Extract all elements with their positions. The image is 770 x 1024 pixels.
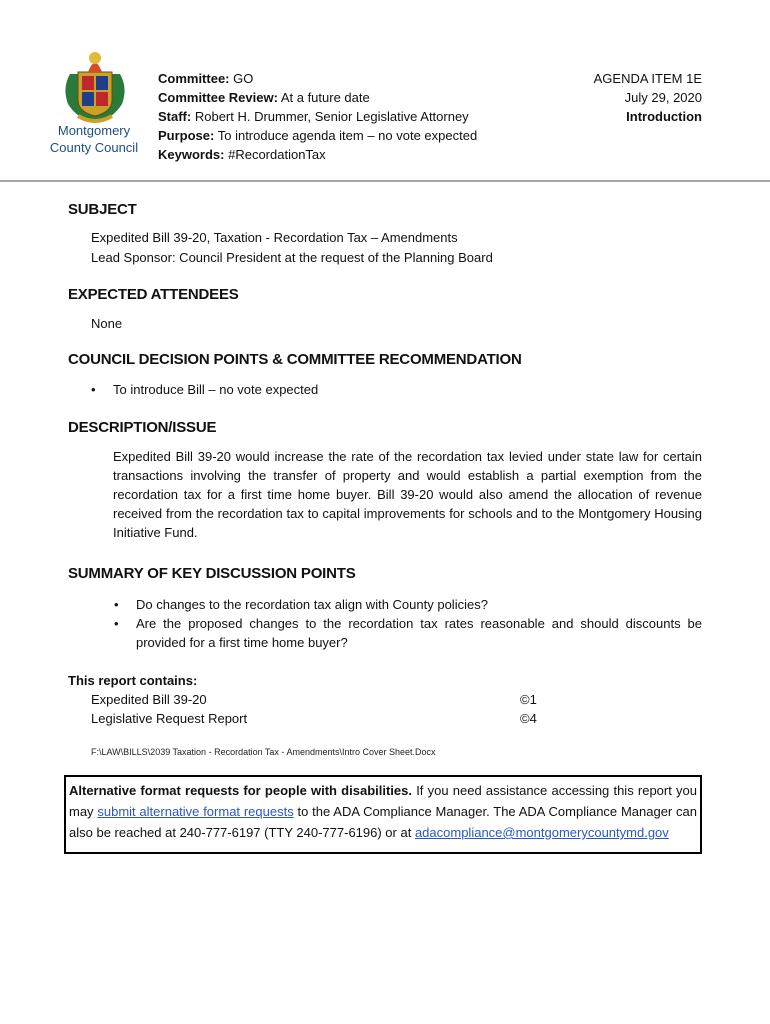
subject-line1: Expedited Bill 39-20, Taxation - Recordation Tax – Amendments — [91, 230, 458, 245]
accessibility-lead: Alternative format requests for people with disabilities. — [69, 783, 412, 798]
purpose-label: Purpose: — [158, 128, 215, 143]
council-name-line1: Montgomery — [57, 123, 131, 138]
agenda-info — [560, 69, 702, 126]
summary-heading: SUMMARY OF KEY DISCUSSION POINTS — [68, 565, 356, 582]
description-heading: DESCRIPTION/ISSUE — [68, 419, 217, 436]
committee-label: Committee: — [158, 71, 230, 86]
attendees-value: None — [91, 316, 123, 331]
review-label: Committee Review: — [158, 90, 278, 105]
decision-heading: COUNCIL DECISION POINTS & COMMITTEE RECOMMENDATION — [68, 351, 522, 368]
decision-bullet-text: To introduce Bill – no vote expected — [113, 382, 319, 397]
contents-item-page: ©1 — [520, 692, 537, 707]
county-seal-logo — [58, 44, 132, 126]
file-path: F:\LAW\BILLS\2039 Taxation - Recordation Tax - Amendments\Intro Cover Sheet.Docx — [91, 747, 436, 757]
subject-line2: Lead Sponsor: Council President at the request of the Planning Board — [91, 250, 493, 265]
staff-label: Staff: — [158, 109, 192, 124]
council-name-line2: County Council — [49, 140, 139, 155]
keywords-label: Keywords: — [158, 147, 225, 162]
summary-bullet-text: Do changes to the recordation tax align with County policies? — [136, 597, 488, 612]
attendees-heading: EXPECTED ATTENDEES — [68, 286, 239, 303]
accessibility-text1: If you need assistance accessing this report you may — [69, 783, 697, 819]
bullet-dot: • — [114, 597, 119, 612]
alternative-format-link[interactable]: submit alternative format requests — [97, 804, 294, 819]
bullet-dot: • — [91, 382, 96, 397]
keywords-value: #RecordationTax — [228, 147, 326, 162]
purpose-value: To introduce agenda item – no vote expected — [217, 128, 478, 143]
summary-bullet-text: Are the proposed changes to the recordation tax rates reasonable and should discounts be provided for a first time home buyer? — [136, 616, 702, 650]
agenda-date: July 29, 2020 — [624, 90, 702, 105]
council-name — [40, 122, 148, 156]
contents-item-page: ©4 — [520, 711, 537, 726]
ada-email-link[interactable]: adacompliance@montgomerycountymd.gov — [414, 825, 669, 840]
header-divider — [0, 180, 770, 182]
description-text: Expedited Bill 39-20 would increase the rate of the recordation tax levied under state law for certain transactions involving the transfer of property and would establish a partial exemption from the recordation tax for a first time home buyer. Bill 39-20 would also amend the allocation of revenue received from the recordation tax to capital improvements for schools and to the Montgomery Housing Initiative Fund. — [113, 449, 702, 540]
bullet-dot: • — [114, 616, 119, 631]
decision-bullet — [91, 380, 691, 400]
contents-item-title: Legislative Request Report — [91, 711, 248, 726]
header-details — [158, 69, 477, 164]
contents-item-title: Expedited Bill 39-20 — [91, 692, 207, 707]
review-value: At a future date — [280, 90, 370, 105]
agenda-type: Introduction — [626, 109, 702, 124]
committee-value: GO — [233, 71, 254, 86]
contents-heading: This report contains: — [68, 673, 198, 688]
accessibility-text2: to the ADA Compliance Manager. The ADA Compliance Manager can also be reached at 240-777-6197 (TTY 240-777-6196) or at — [69, 804, 698, 840]
subject-heading: SUBJECT — [68, 201, 137, 218]
summary-bullet — [114, 614, 702, 654]
agenda-item: AGENDA ITEM 1E — [593, 71, 702, 86]
summary-bullet — [114, 595, 702, 615]
accessibility-notice — [64, 775, 702, 854]
staff-value: Robert H. Drummer, Senior Legislative Attorney — [194, 109, 469, 124]
